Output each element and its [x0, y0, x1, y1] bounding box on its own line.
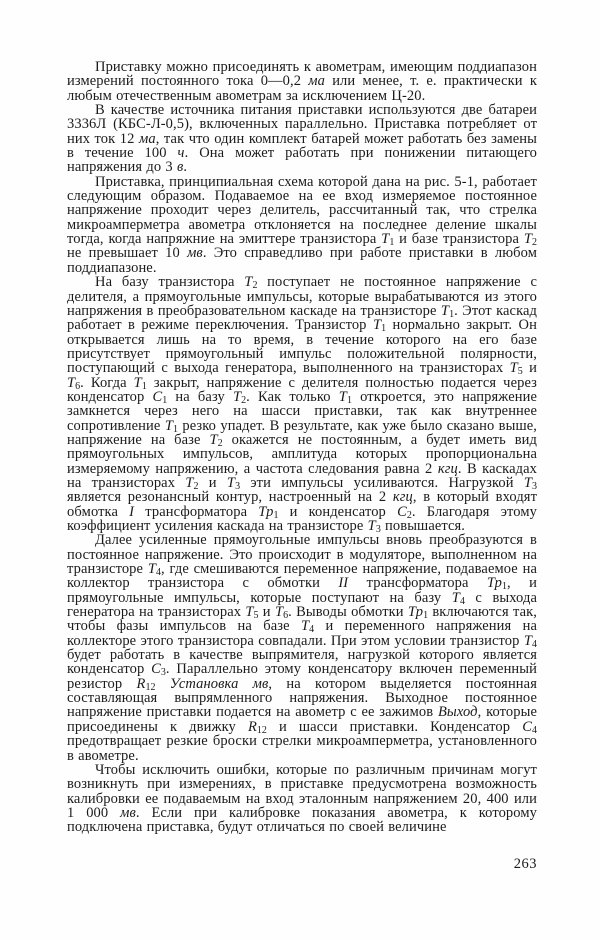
italic-run: мв — [120, 804, 136, 821]
italic-run: Т — [67, 374, 76, 391]
italic-run: Т — [244, 274, 253, 291]
subscript-run: 4 — [309, 624, 315, 636]
italic-run: Т — [245, 604, 254, 621]
italic-run: Установка мв — [169, 675, 269, 692]
subscript-run: 3 — [160, 667, 166, 679]
text-run: , на котором выделяется постоянная составляющая выпрямленного напряжения. Выходное постоянное напряжение приставки подается на авометр с ее зажимов — [67, 675, 537, 721]
subscript-run: 2 — [252, 280, 258, 292]
text-run: . Если при калибровке показания авометра, к которому подключена приставка, будут отличаться по своей величине — [67, 804, 537, 836]
text-run: . Она может работать при понижении питающего напряжения до 3 — [67, 145, 537, 176]
subscript-run: 1 — [162, 394, 168, 406]
italic-run: кгц — [437, 460, 458, 477]
text-run: является резонансный контур, настроенный на 2 — [67, 489, 393, 506]
subscript-run: 1 — [172, 423, 178, 435]
subscript-run: 6 — [283, 610, 289, 622]
italic-run: Т — [133, 374, 142, 391]
text-run: повышается. — [380, 518, 466, 534]
italic-run: мв — [187, 245, 203, 262]
italic-run: в — [177, 159, 184, 176]
subscript-run: 5 — [253, 610, 259, 622]
subscript-run: 3 — [375, 524, 381, 535]
subscript-run: 1 — [141, 380, 147, 392]
text-run: , которые присоединены к движку — [67, 704, 537, 735]
text-run: Приставку можно присоединять к авометрам, имеющим поддиапазон измерений постоянного тока 0—0,2 — [67, 59, 537, 90]
italic-run: Тр — [486, 575, 503, 592]
subscript-run: 2 — [406, 509, 412, 521]
subscript-run: 3 — [532, 480, 538, 492]
text-run: , так что один комплект батарей может работать без замены в течение 100 — [67, 130, 538, 162]
subscript-run: 1 — [381, 323, 387, 335]
subscript-run: 12 — [145, 681, 156, 693]
text-run: откроется, это напряжение замкнется через него на шасси приставки, так как внутреннее сопротивление — [67, 388, 538, 434]
text-run: . Выводы обмотки — [288, 604, 408, 621]
italic-run: Т — [523, 231, 532, 248]
text-run: закрыт, напряжение с делителя полностью подается через конденсатор — [67, 374, 537, 405]
paragraph — [67, 175, 537, 275]
subscript-run: 1 — [273, 509, 279, 521]
paragraph — [67, 533, 537, 763]
italic-run: Т — [185, 474, 194, 491]
text-run: . Когда — [80, 374, 134, 391]
italic-run: Т — [523, 474, 533, 491]
text-run: и — [522, 360, 537, 377]
paragraph — [67, 103, 537, 175]
text-run: Чтобы исключить ошибки, которые по различным причинам могут возникнуть при измерениях, в приставке предусмотрена возможность калибровки ее подаваемым на вход эталонным напряжением 20, 400 или 1 000 — [67, 761, 537, 821]
subscript-run: 4 — [459, 595, 465, 607]
subscript-run: 12 — [256, 724, 267, 736]
italic-run: Т — [226, 474, 236, 491]
subscript-run: 1 — [423, 610, 429, 622]
subscript-run: 6 — [75, 380, 81, 392]
italic-run: С — [151, 661, 161, 678]
text-run: . Как только — [246, 388, 339, 405]
italic-run: Т — [274, 604, 284, 621]
text-run: На базу транзистора — [95, 274, 245, 291]
italic-run: Т — [440, 302, 450, 319]
subscript-run: 4 — [156, 567, 162, 579]
subscript-run: 1 — [346, 394, 352, 406]
text-run: Далее усиленные прямоугольные импульсы вновь преобразуются в постоянное напряжение. Это происходит в модуляторе, выполненном на транзисторе — [67, 532, 537, 578]
subscript-run: 2 — [193, 480, 199, 492]
text-run: . Благодаря этому коэффициент усиления каскада на транзисторе — [67, 503, 537, 534]
italic-run: R — [247, 718, 257, 735]
italic-run: ма — [308, 73, 325, 90]
text-run: , в который входят обмотка — [67, 489, 538, 520]
text-run: и — [198, 474, 227, 491]
text-run: и базе транзистора — [394, 231, 524, 248]
italic-run: ч — [177, 145, 185, 162]
text-run: . В каскадах на транзисторах — [67, 460, 537, 491]
italic-run: Выход — [437, 704, 478, 721]
text-run: поступает не постоянное напряжение с делителя, а прямоугольные импульсы, которые вырабатываются из этого напряжения в преобразовательном каскаде на транзисторе — [67, 274, 537, 319]
subscript-run: 5 — [517, 366, 523, 378]
text-run: и конденсатор — [278, 503, 398, 520]
text-run: , где смешиваются переменное напряжение, подаваемое на коллектор транзистора с обмотки — [67, 561, 537, 592]
subscript-run: 1 — [502, 581, 508, 593]
text-run: . Этот каскад работает в режиме переключения. Транзистор — [67, 302, 538, 334]
text-run: , и прямоугольные импульсы, которые поступают на базу — [67, 575, 537, 606]
italic-run: R — [136, 675, 146, 692]
subscript-run: 3 — [235, 480, 241, 492]
text-run: резко упадет. В результате, как уже было сказано выше, напряжение на базе — [67, 417, 537, 448]
text-run: включаются так, чтобы фазы импульсов на базе — [67, 604, 537, 635]
italic-run: Т — [338, 388, 347, 405]
paragraph — [67, 275, 537, 533]
italic-run: II — [338, 575, 349, 592]
text-run: предотвращает резкие броски стрелки микроамперметра, установленного в авометре. — [67, 733, 537, 764]
italic-run: С — [522, 718, 532, 735]
italic-run: Т — [232, 388, 242, 405]
text-run: и переменного напряжения на коллекторе этого транзистора совпадали. При этом условии транзистор — [67, 618, 537, 649]
italic-run: Т — [372, 317, 382, 334]
text-run: нормально закрыт. Он открывается лишь на то время, в течение которого на его базе присутствует прямоугольный импульс положительной полярности, поступающий с выхода генератора, выполненного на транзисторах — [67, 317, 537, 377]
text-run: . Это справедливо при работе приставки в любом поддиапазоне. — [67, 245, 537, 276]
subscript-run: 2 — [241, 394, 247, 406]
text-run: с выхода генератора на транзисторах — [67, 589, 537, 621]
italic-run: Т — [509, 360, 518, 377]
text-run: не превышает 10 — [67, 245, 188, 262]
italic-run: Т — [523, 632, 532, 649]
subscript-run: 2 — [217, 437, 223, 449]
text-run: и — [258, 604, 275, 621]
text-run: . — [183, 159, 188, 176]
italic-run: I — [129, 503, 135, 520]
italic-run: Т — [164, 417, 173, 434]
italic-run: Т — [209, 431, 218, 448]
subscript-run: 4 — [532, 638, 537, 650]
paragraph — [67, 763, 537, 835]
text-block — [67, 60, 537, 835]
italic-run: Т — [367, 518, 376, 534]
text-run: на базу — [167, 388, 233, 405]
italic-run: Т — [451, 589, 460, 606]
page-number: 263 — [513, 856, 537, 872]
subscript-run: 4 — [531, 724, 537, 736]
text-run: В качестве источника питания приставки используются две батареи 3336Л (КБС-Л-0,5), включенных параллельно. Приставка потребляет от них ток 12 — [67, 102, 537, 147]
subscript-run: 2 — [532, 237, 537, 249]
italic-run: Тр — [258, 503, 274, 520]
italic-run: ма — [139, 130, 156, 147]
italic-run: Тр — [407, 604, 424, 621]
text-run: окажется не постоянным, а будет иметь вид прямоугольных импульсов, амплитуда которых пропорциональна измеряемому напряжению, а частота следования равна 2 — [67, 431, 537, 477]
text-run: эти импульсы усиливаются. Нагрузкой — [240, 474, 524, 491]
italic-run: С — [152, 388, 163, 405]
italic-run: С — [397, 503, 407, 520]
text-run: будет работать в качестве выпрямителя, нагрузкой которого является конденсатор — [67, 647, 537, 678]
text-run: и шасси приставки. Конденсатор — [266, 718, 523, 735]
italic-run: кгц — [392, 489, 413, 506]
italic-run: Т — [147, 561, 157, 578]
text-run: трансформатора — [134, 503, 259, 520]
italic-run: Т — [300, 618, 310, 635]
text-run: или менее, т. е. практически к любым отечественным авометрам за исключением Ц-20. — [67, 73, 537, 104]
subscript-run: 1 — [389, 237, 395, 249]
text-run: Приставка, принципиальная схема которой дана на рис. 5-1, работает следующим образом. Подаваемое на ее вход измеряемое постоянное напряжение проходит через делитель, рассчитанный так, что стрелка микроамперметра авометра отклоняется на последнее деление шкалы тогда, когда напряжние на эмиттере транзистора — [67, 173, 537, 248]
subscript-run: 1 — [449, 308, 455, 320]
text-run: трансформатора — [348, 575, 487, 592]
text-run: . Параллельно этому конденсатору включен переменный резистор — [67, 661, 537, 692]
paragraph — [67, 60, 537, 103]
italic-run: Т — [381, 231, 390, 248]
